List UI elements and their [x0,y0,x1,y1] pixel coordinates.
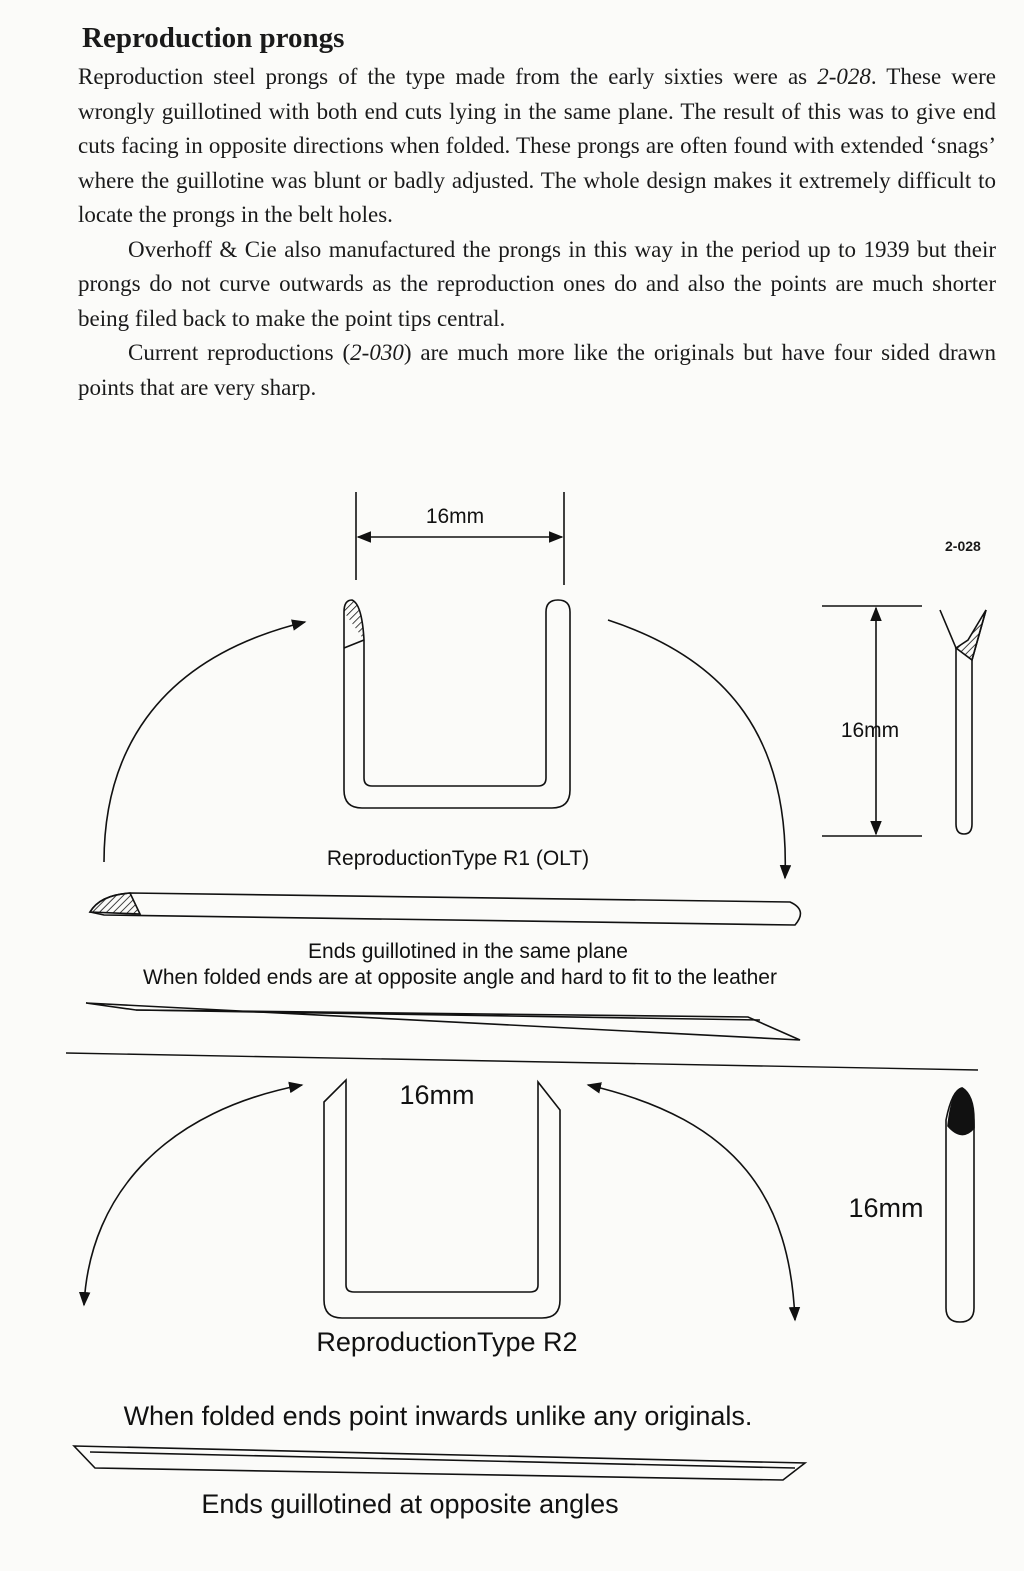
r1-left-curve-arrow [104,622,305,862]
r2-caption-line1: When folded ends point inwards unlike any originals. [123,1401,753,1431]
paragraph-1-pre: Reproduction steel prongs of the type made from the early sixties were as [78,64,818,89]
paragraph-2: Overhoff & Cie also manufactured the prongs in this way in the period up to 1939 but their prongs do not curve outwards as the reproduction ones do and also the points are much shorter being filed back to make the point tips central. [78,236,996,331]
figure-ref-2-028: 2-028 [817,64,871,89]
paragraph-3-pre: Current reproductions ( [128,340,351,365]
r1-prong-outline [344,600,570,808]
r1-strip-hatched-end [90,893,140,914]
r2-height-label: 16mm [848,1193,924,1223]
r1-caption-line2: When folded ends are at opposite angle and hard to fit to the leather [143,966,777,989]
r1-caption-line1: Ends guillotined in the same plane [308,940,628,963]
paragraph-1-post: . These were wrongly guillotined with both end cuts lying in the same plane. The result of this was to give end cuts facing in opposite directions when folded. These prongs are often found with extended ‘snags’ where the guillotine was blunt or badly adjusted. The whole design makes it extremely difficult to locate the prongs in the belt holes. [78,64,996,227]
r1-folded-strip [86,1003,800,1040]
r2-right-curve-arrow [588,1085,795,1320]
r2-caption-line2: Ends guillotined at opposite angles [201,1489,619,1519]
r1-height-label: 16mm [840,719,900,742]
r2-flat-strip [74,1446,805,1480]
r2-title: ReproductionType R2 [316,1327,578,1357]
r2-prong-outline [324,1080,560,1318]
r1-right-curve-arrow [608,620,785,878]
r1-hatched-tip [344,600,364,640]
r1-title: ReproductionType R1 (OLT) [326,847,590,870]
figure-reference-label: 2-028 [945,538,981,554]
paragraph-3-post: ) are much more like the originals but have four sided drawn points that are very sharp. [78,340,996,400]
r2-width-label: 16mm [399,1080,475,1110]
section-heading: Reproduction prongs [82,22,345,54]
r1-folded-strip-inner [136,1010,760,1020]
r1-tip-cut [344,640,364,648]
r1-flat-strip [90,893,800,925]
section-divider [66,1053,978,1070]
r2-left-curve-arrow [84,1085,302,1305]
figure-ref-2-030: 2-030 [350,340,404,365]
r1-width-label: 16mm [425,505,485,528]
r2-side-tip-filled [948,1088,974,1135]
r1-side-tip-hatch [956,610,986,660]
